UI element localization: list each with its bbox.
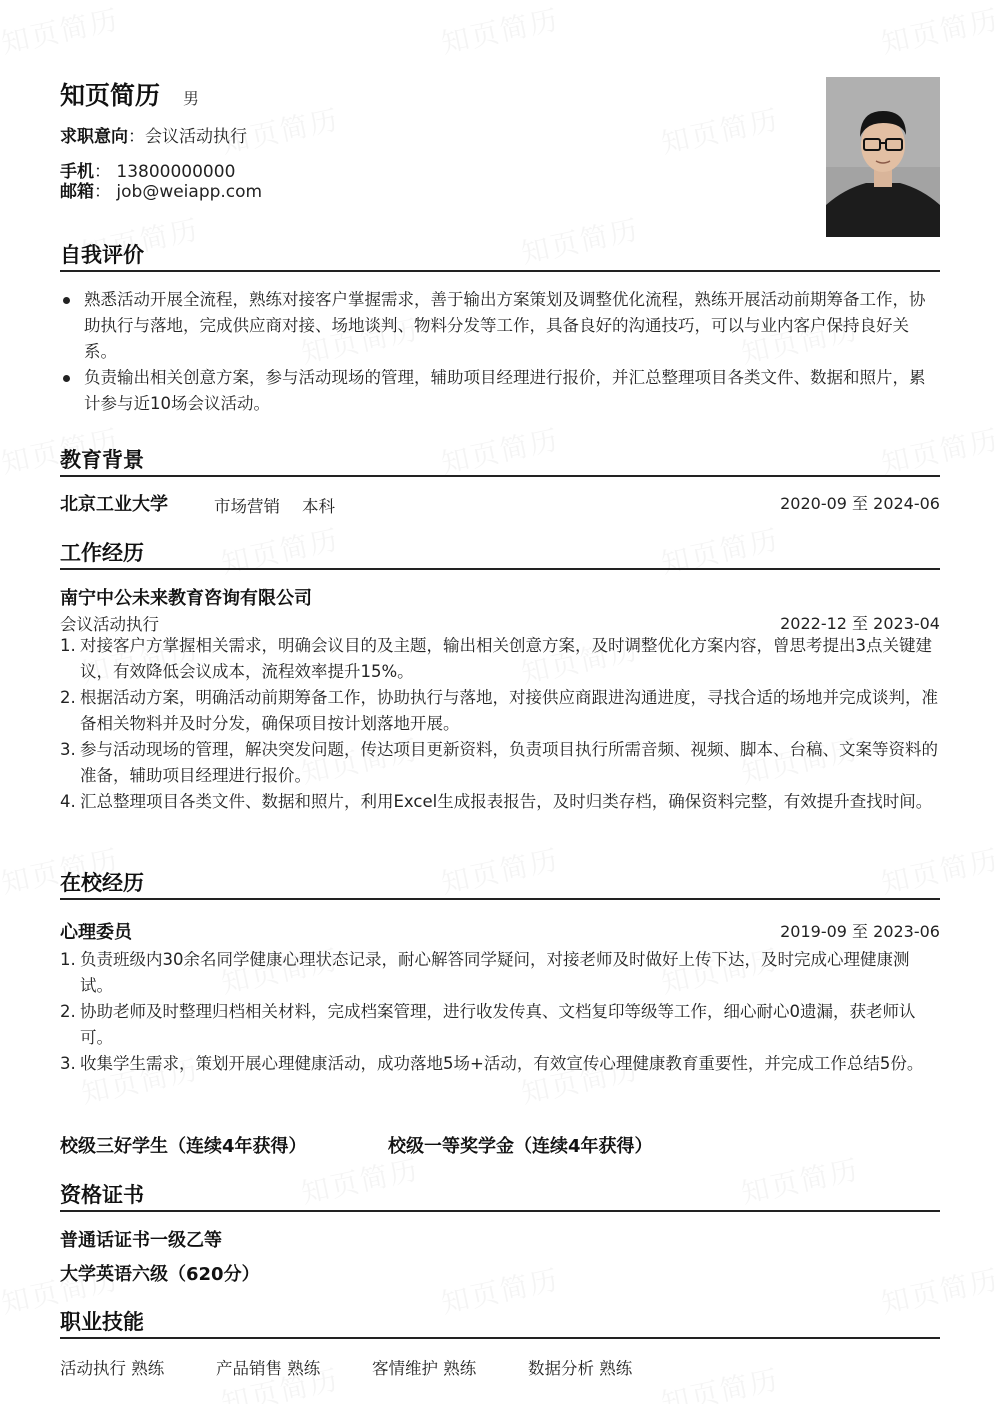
watermark-text	[657, 98, 783, 162]
award-item: 校级三好学生（连续4年获得）	[60, 1136, 307, 1157]
work-position: 会议活动执行	[60, 615, 159, 634]
email-value: ： job@weiapp.com	[94, 182, 263, 202]
list-item: 负责输出相关创意方案，参与活动现场的管理，辅助项目经理进行报价，并汇总整理项目各类文件、数据和照片，累计参与近10场会议活动。	[60, 365, 940, 417]
work-duties-list	[60, 633, 940, 815]
list-item: 熟悉活动开展全流程，熟练对接客户掌握需求，善于输出方案策划及调整优化流程，熟练开展活动前期筹备工作，协助执行与落地，完成供应商对接、场地谈判、物料分发等工作，具备良好的沟通技巧，可以与业内客户保持良好关系。	[60, 287, 940, 365]
profile-photo	[826, 77, 940, 237]
job-intent-label: 求职意向	[60, 127, 128, 147]
school-name: 北京工业大学	[60, 494, 168, 515]
education-date: 2020-09 至 2024-06	[780, 494, 940, 513]
certificate-item: 大学英语六级（620分）	[60, 1264, 260, 1285]
email-label: 邮箱	[60, 182, 94, 202]
skill-item: 客情维护 熟练	[372, 1359, 477, 1378]
skill-item: 数据分析 熟练	[528, 1359, 633, 1378]
section-title-self-eval: 自我评价	[60, 242, 940, 272]
list-item: 1. 负责班级内30余名同学健康心理状态记录，耐心解答同学疑问，对接老师及时做好上传下达，及时完成心理健康测试。	[60, 950, 910, 995]
section-title-education: 教育背景	[60, 447, 940, 477]
job-intent	[60, 122, 247, 147]
campus-duties-list	[60, 947, 940, 1077]
award-item: 校级一等奖学金（连续4年获得）	[388, 1136, 653, 1157]
list-item: 2. 根据活动方案，明确活动前期筹备工作，协助执行与落地，对接供应商跟进沟通进度，寻找合适的场地并完成谈判，准备相关物料并及时分发，确保项目按计划落地开展。	[60, 688, 938, 733]
phone-value: ： 13800000000	[94, 162, 236, 182]
education-major: 市场营销	[214, 497, 280, 516]
watermark-text	[877, 0, 1000, 62]
list-item: 2. 协助老师及时整理归档相关材料，完成档案管理，进行收发传真、文档复印等级等工作，细心耐心0遗漏，获老师认可。	[60, 1002, 916, 1047]
campus-role: 心理委员	[60, 922, 132, 943]
section-title-skills: 职业技能	[60, 1309, 940, 1339]
email	[60, 177, 262, 202]
watermark-text	[0, 0, 123, 62]
list-item: 3. 参与活动现场的管理，解决突发问题，传达项目更新资料，负责项目执行所需音频、视频、脚本、台稿、文案等资料的准备，辅助项目经理进行报价。	[60, 740, 938, 785]
skill-item: 产品销售 熟练	[216, 1359, 321, 1378]
job-intent-value: ：会议活动执行	[128, 127, 247, 147]
education-degree: 本科	[302, 497, 335, 516]
list-item: 4. 汇总整理项目各类文件、数据和照片，利用Excel生成报表报告，及时归类存档，确保资料完整，有效提升查找时间。	[60, 792, 933, 811]
avatar-icon	[826, 77, 940, 237]
section-title-work: 工作经历	[60, 540, 940, 570]
campus-date: 2019-09 至 2023-06	[780, 922, 940, 941]
company-name: 南宁中公未来教育咨询有限公司	[60, 588, 312, 609]
list-item: 1. 对接客户方掌握相关需求，明确会议目的及主题，输出相关创意方案，及时调整优化方案内容，曾思考提出3点关键建议，有效降低会议成本，流程效率提升15%。	[60, 636, 932, 681]
work-date: 2022-12 至 2023-04	[780, 614, 940, 633]
watermark-text	[657, 1358, 783, 1404]
watermark-text	[437, 0, 563, 62]
section-title-certificates: 资格证书	[60, 1182, 940, 1212]
certificate-item: 普通话证书一级乙等	[60, 1230, 222, 1251]
list-item: 3. 收集学生需求，策划开展心理健康活动，成功落地5场+活动，有效宣传心理健康教育重要性，并完成工作总结5份。	[60, 1054, 924, 1073]
phone-label: 手机	[60, 162, 94, 182]
candidate-gender: 男	[183, 89, 200, 108]
candidate-name: 知页简历	[60, 81, 161, 110]
self-eval-list	[60, 287, 940, 417]
section-title-campus: 在校经历	[60, 870, 940, 900]
skill-item: 活动执行 熟练	[60, 1359, 165, 1378]
